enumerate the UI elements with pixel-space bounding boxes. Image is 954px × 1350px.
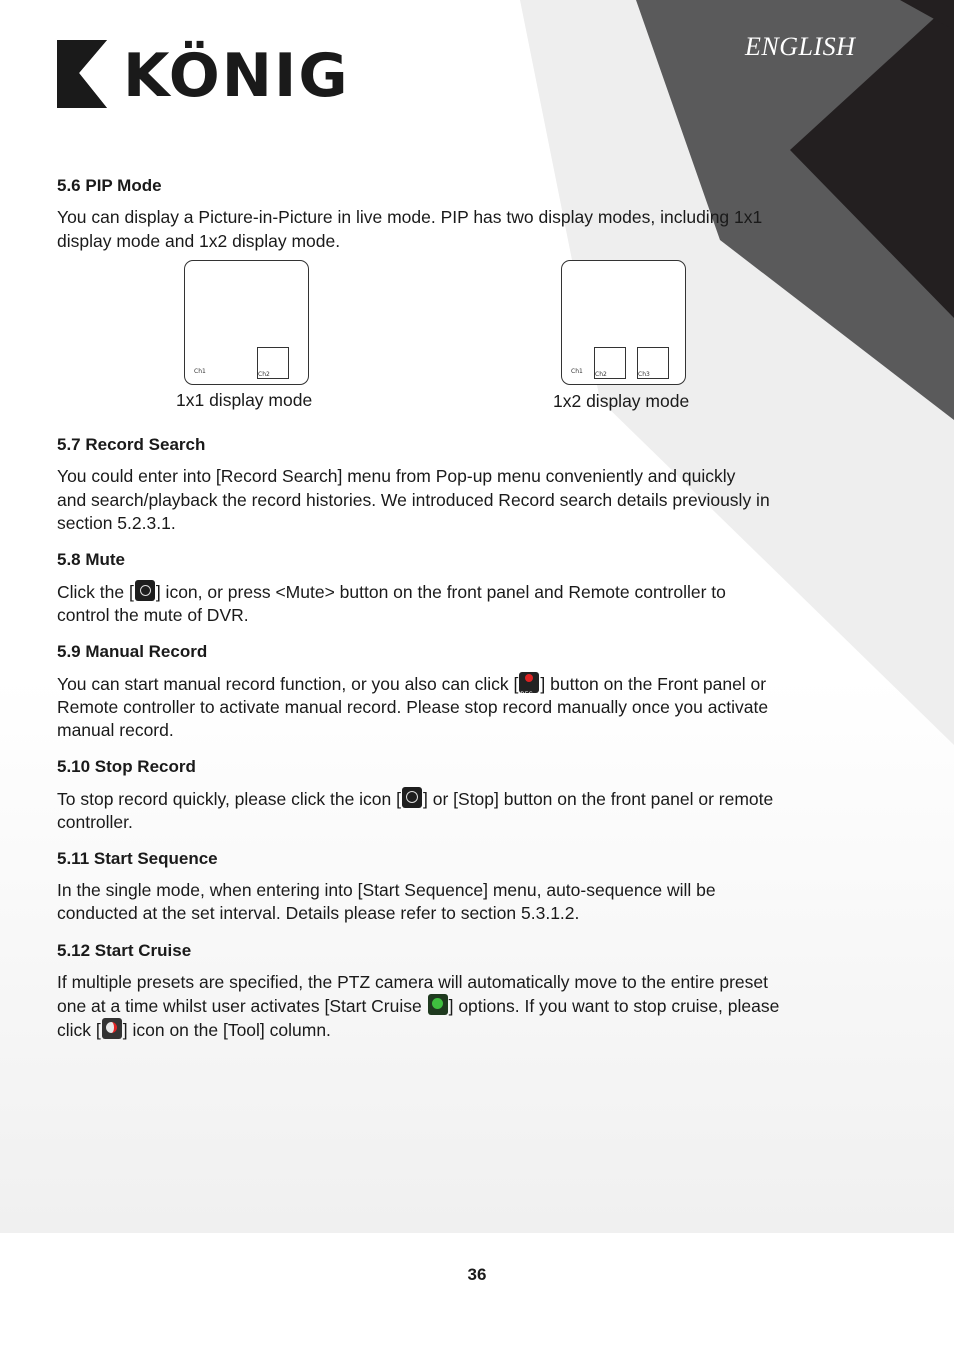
- paragraph-line: section 5.2.3.1.: [57, 513, 176, 533]
- diagram-caption: 1x1 display mode: [176, 390, 313, 410]
- section-heading: 5.6 PIP Mode: [57, 176, 162, 195]
- channel-label: Ch1: [571, 368, 583, 375]
- paragraph-line: controller.: [57, 812, 133, 832]
- paragraph-line: and search/playback the record histories. We introduced Record search details previously in: [57, 490, 770, 510]
- channel-label: Ch3: [638, 371, 650, 378]
- svg-text:KÖNIG: KÖNIG: [123, 41, 350, 111]
- section-heading: 5.7 Record Search: [57, 435, 206, 454]
- text-span: To stop record quickly, please click the icon [: [57, 789, 402, 809]
- section-heading: 5.11 Start Sequence: [57, 849, 218, 868]
- channel-label: Ch1: [194, 368, 206, 375]
- paragraph-line: [57, 1018, 817, 1043]
- language-label: ENGLISH: [745, 32, 856, 61]
- konig-logo: [57, 40, 350, 111]
- paragraph-line: [57, 672, 817, 697]
- pip-subwindow: [257, 347, 289, 379]
- paragraph-line: If multiple presets are specified, the PTZ camera will automatically move to the entire preset: [57, 972, 768, 992]
- paragraph-line: conducted at the set interval. Details please refer to section 5.3.1.2.: [57, 903, 580, 923]
- paragraph-line: control the mute of DVR.: [57, 605, 249, 625]
- pip-subwindow: [594, 347, 626, 379]
- paragraph-line: [57, 787, 817, 812]
- paragraph-line: [57, 580, 817, 605]
- text-span: click [: [57, 1020, 101, 1040]
- section-heading: 5.9 Manual Record: [57, 642, 208, 661]
- text-span: ] options. If you want to stop cruise, please: [448, 996, 780, 1016]
- text-span: ] or [Stop] button on the front panel or remote: [423, 789, 774, 809]
- pip-subwindow: [637, 347, 669, 379]
- channel-label: Ch2: [258, 371, 270, 378]
- rec-icon: [519, 672, 539, 693]
- page-number: 36: [467, 1265, 487, 1284]
- paragraph-line: display mode and 1x2 display mode.: [57, 231, 341, 251]
- text-span: ] button on the Front panel or: [540, 674, 767, 694]
- diagram-caption: 1x2 display mode: [553, 391, 690, 411]
- footer: [0, 1233, 954, 1350]
- section-heading: 5.8 Mute: [57, 550, 126, 569]
- paragraph-line: You can display a Picture-in-Picture in live mode. PIP has two display modes, including 1x1: [57, 207, 763, 227]
- pip-1x2-diagram: [561, 260, 686, 385]
- paragraph-line: [57, 994, 817, 1019]
- paragraph-line: Remote controller to activate manual record. Please stop record manually once you activate: [57, 697, 769, 717]
- stop-icon: [402, 787, 422, 808]
- paragraph-line: In the single mode, when entering into [Start Sequence] menu, auto-sequence will be: [57, 880, 716, 900]
- text-span: ] icon, or press <Mute> button on the front panel and Remote controller to: [155, 582, 726, 602]
- section-heading: 5.10 Stop Record: [57, 757, 196, 776]
- channel-label: Ch2: [595, 371, 607, 378]
- stop-cruise-icon: [102, 1018, 122, 1039]
- text-span: ] icon on the [Tool] column.: [122, 1020, 331, 1040]
- mute-icon: [135, 580, 155, 601]
- paragraph-line: You could enter into [Record Search] menu from Pop-up menu conveniently and quickly: [57, 466, 736, 486]
- text-span: Click the [: [57, 582, 134, 602]
- text-span: one at a time whilst user activates [Start Cruise: [57, 996, 427, 1016]
- pip-1x1-diagram: [184, 260, 309, 385]
- cruise-icon: [428, 994, 448, 1015]
- text-span: You can start manual record function, or you also can click [: [57, 674, 519, 694]
- section-heading: 5.12 Start Cruise: [57, 941, 192, 960]
- paragraph-line: manual record.: [57, 720, 174, 740]
